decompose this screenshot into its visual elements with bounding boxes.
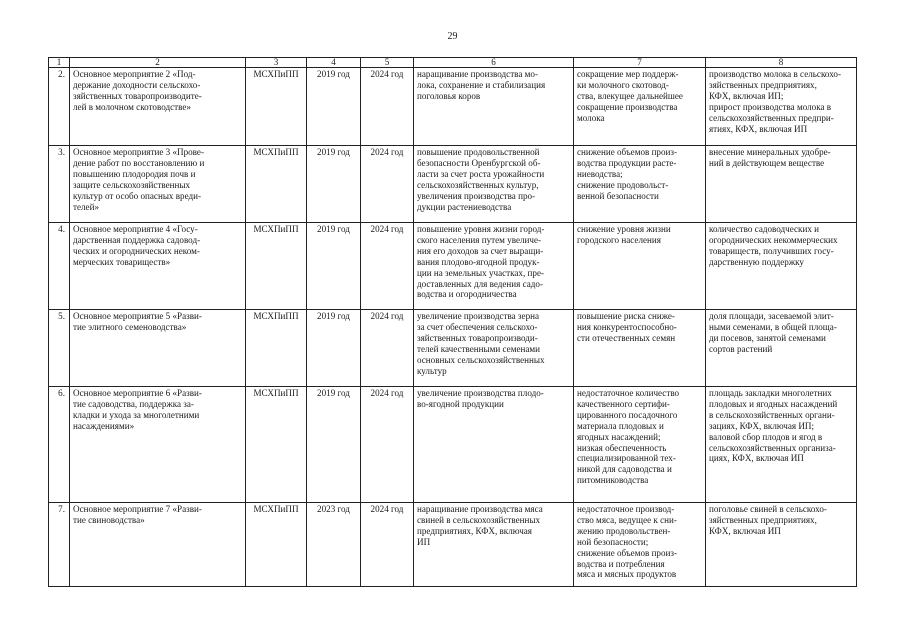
- cell-text-line: низкая обеспеченность: [577, 442, 667, 453]
- cell-text-line: защите сельскохозяйственных: [73, 179, 191, 190]
- cell-text-line: ки молочного скотовод-: [577, 79, 669, 90]
- cell-text-line: держание доходности сельскохо-: [73, 79, 201, 90]
- indicators-cell: [706, 387, 857, 503]
- cell-text-line: Основное мероприятие 7 «Разви-: [73, 504, 202, 514]
- executor-cell: МСХПиПП: [246, 146, 307, 223]
- consequences-cell: [574, 68, 706, 146]
- cell-text-line: зяйственных товаропроизводите-: [73, 90, 202, 101]
- cell-text-line: повышение продовольственной: [417, 147, 540, 157]
- measure-name-cell: [70, 146, 246, 223]
- cell-text-line: КФХ, включая ИП;: [709, 90, 784, 101]
- cell-text-line: Основное мероприятие 2 «Под-: [73, 69, 196, 79]
- cell-text-line: качественного сертифи-: [577, 398, 670, 409]
- cell-text-line: лока, сохранение и стабилизация: [417, 79, 546, 90]
- column-header: 8: [706, 58, 857, 68]
- cell-text-line: ди посевов, занятой семенами: [709, 332, 826, 343]
- executor-cell: МСХПиПП: [246, 310, 307, 387]
- cell-text-line: лей в молочном скотоводстве»: [73, 101, 191, 112]
- cell-text-line: увеличения производства про-: [417, 190, 536, 201]
- cell-text-line: Основное мероприятие 5 «Разви-: [73, 311, 202, 321]
- start-year-cell: 2019 год: [307, 146, 361, 223]
- cell-text-line: сельскохозяйственных культур,: [417, 179, 539, 190]
- cell-text-line: за счет обеспечения сельскохо-: [417, 321, 538, 332]
- start-year-cell: 2019 год: [307, 68, 361, 146]
- cell-text-line: городского населения: [577, 234, 661, 245]
- cell-text-line: количество садоводческих и: [709, 224, 820, 234]
- cell-text-line: дарственная поддержка садовод-: [73, 234, 201, 245]
- cell-text-line: зациях, КФХ, включая ИП;: [709, 420, 815, 431]
- cell-text-line: культур: [417, 365, 447, 376]
- cell-text-line: культур от особо опасных вреди-: [73, 190, 202, 201]
- cell-text-line: зяйственных товаропроизводи-: [417, 332, 538, 343]
- cell-text-line: дение работ по восстановлению и: [73, 157, 205, 168]
- consequences-cell: [574, 146, 706, 223]
- cell-text-line: цированного посадочного: [577, 409, 678, 420]
- cell-text-line: телей»: [73, 201, 99, 212]
- cell-text-line: доля площади, засеваемой элит-: [709, 311, 834, 321]
- cell-text-line: недостаточное количество: [577, 388, 680, 398]
- start-year-cell: 2019 год: [307, 310, 361, 387]
- cell-text-line: мяса и мясных продуктов: [577, 569, 677, 580]
- column-header: 6: [414, 58, 574, 68]
- row-number-cell: 3.: [49, 146, 70, 223]
- measure-name-cell: [70, 68, 246, 146]
- cell-text-line: безопасности Оренбургской об-: [417, 157, 541, 168]
- cell-text-line: зяйственных предприятиях,: [709, 79, 817, 90]
- cell-text-line: предприятиях, КФХ, включая: [417, 525, 532, 536]
- cell-text-line: дарственную поддержку: [709, 256, 804, 267]
- end-year-cell: 2024 год: [361, 223, 414, 310]
- cell-text-line: ИП: [417, 536, 431, 547]
- end-year-cell: 2024 год: [361, 503, 414, 587]
- cell-text-line: насаждениями»: [73, 420, 135, 431]
- cell-text-line: прирост производства молока в: [709, 101, 832, 112]
- cell-text-line: плодовых и ягодных насаждений: [709, 398, 838, 409]
- cell-text-line: молока: [577, 112, 605, 123]
- row-number-cell: 4.: [49, 223, 70, 310]
- cell-text-line: доставленных для ведения садо-: [417, 278, 543, 289]
- end-year-cell: 2024 год: [361, 387, 414, 503]
- cell-text-line: поголовье свиней в сельскохо-: [709, 504, 827, 514]
- cell-text-line: сокращение мер поддерж-: [577, 69, 679, 79]
- indicators-cell: [706, 503, 857, 587]
- measure-name-cell: [70, 387, 246, 503]
- cell-text-line: водства и потребления: [577, 558, 665, 569]
- cell-text-line: огороднических некоммерческих: [709, 234, 838, 245]
- executor-cell: МСХПиПП: [246, 503, 307, 587]
- expected-result-cell: [414, 387, 574, 503]
- end-year-cell: 2024 год: [361, 310, 414, 387]
- expected-result-cell: [414, 223, 574, 310]
- column-header: 1: [49, 58, 70, 68]
- measures-table: [48, 57, 857, 587]
- cell-text-line: увеличение производства плодо-: [417, 388, 544, 398]
- cell-text-line: ягодных насаждений;: [577, 431, 661, 442]
- cell-text-line: ческих и огороднических неком-: [73, 245, 200, 256]
- cell-text-line: поголовья коров: [417, 90, 481, 101]
- cell-text-line: никой для садоводства и: [577, 464, 672, 475]
- cell-text-line: Основное мероприятие 6 «Разви-: [73, 388, 202, 398]
- cell-text-line: ными семенами, в общей площа-: [709, 321, 837, 332]
- cell-text-line: специализированной тех-: [577, 453, 676, 464]
- start-year-cell: 2023 год: [307, 503, 361, 587]
- table-row: [49, 68, 857, 146]
- row-number-cell: 7.: [49, 503, 70, 587]
- cell-text-line: товариществ, получивших госу-: [709, 245, 834, 256]
- end-year-cell: 2024 год: [361, 146, 414, 223]
- cell-text-line: ной безопасности;: [577, 536, 649, 547]
- cell-text-line: циях, КФХ, включая ИП: [709, 453, 804, 464]
- row-number-cell: 2.: [49, 68, 70, 146]
- cell-text-line: Основное мероприятие 3 «Прове-: [73, 147, 204, 157]
- start-year-cell: 2019 год: [307, 223, 361, 310]
- start-year-cell: 2019 год: [307, 387, 361, 503]
- cell-text-line: питомниководства: [577, 475, 649, 486]
- cell-text-line: увеличение производства зерна: [417, 311, 540, 321]
- table-row: [49, 223, 857, 310]
- cell-text-line: сокращение производства: [577, 101, 678, 112]
- cell-text-line: снижение объемов произ-: [577, 147, 678, 157]
- cell-text-line: тие свиноводства»: [73, 514, 145, 525]
- expected-result-cell: [414, 68, 574, 146]
- executor-cell: МСХПиПП: [246, 68, 307, 146]
- cell-text-line: водства и огородничества: [417, 289, 517, 300]
- measure-name-cell: [70, 223, 246, 310]
- cell-text-line: снижение объемов произ-: [577, 547, 678, 558]
- table-row: [49, 503, 857, 587]
- cell-text-line: сортов растений: [709, 343, 773, 354]
- cell-text-line: жению продовольствен-: [577, 525, 671, 536]
- measure-name-cell: [70, 503, 246, 587]
- cell-text-line: сельскохозяйственных предпри-: [709, 112, 834, 123]
- cell-text-line: повышение риска сниже-: [577, 311, 675, 321]
- cell-text-line: наращивание производства мяса: [417, 504, 543, 514]
- cell-text-line: дукции растениеводства: [417, 201, 512, 212]
- cell-text-line: ния конкурентоспособно-: [577, 321, 677, 332]
- end-year-cell: 2024 год: [361, 68, 414, 146]
- cell-text-line: производство молока в сельскохо-: [709, 69, 842, 79]
- cell-text-line: площадь закладки многолетних: [709, 388, 832, 398]
- row-number-cell: 5.: [49, 310, 70, 387]
- column-header: 4: [307, 58, 361, 68]
- expected-result-cell: [414, 503, 574, 587]
- indicators-cell: [706, 146, 857, 223]
- indicators-cell: [706, 223, 857, 310]
- cell-text-line: во-ягодной продукции: [417, 398, 504, 409]
- cell-text-line: водства продукции расте-: [577, 157, 677, 168]
- consequences-cell: [574, 223, 706, 310]
- cell-text-line: наращивание производства мо-: [417, 69, 538, 79]
- cell-text-line: ний в действующем веществе: [709, 157, 825, 168]
- table-row: [49, 387, 857, 503]
- cell-text-line: тие садоводства, поддержка за-: [73, 398, 194, 409]
- column-number-row: [49, 58, 857, 68]
- cell-text-line: в сельскохозяйственных органи-: [709, 409, 835, 420]
- cell-text-line: снижение уровня жизни: [577, 224, 671, 234]
- cell-text-line: ского населения путем увеличе-: [417, 234, 542, 245]
- cell-text-line: тие элитного семеноводства»: [73, 321, 187, 332]
- cell-text-line: ниеводства;: [577, 168, 623, 179]
- cell-text-line: зяйственных предприятиях,: [709, 514, 817, 525]
- cell-text-line: материала плодовых и: [577, 420, 664, 431]
- cell-text-line: ства, влекущее дальнейшее: [577, 90, 683, 101]
- cell-text-line: повышение уровня жизни город-: [417, 224, 545, 234]
- cell-text-line: внесение минеральных удобре-: [709, 147, 831, 157]
- cell-text-line: телей качественными семенами: [417, 343, 541, 354]
- table-row: [49, 310, 857, 387]
- cell-text-line: валовой сбор плодов и ягод в: [709, 431, 823, 442]
- column-header: 7: [574, 58, 706, 68]
- expected-result-cell: [414, 310, 574, 387]
- indicators-cell: [706, 310, 857, 387]
- cell-text-line: снижение продовольст-: [577, 179, 669, 190]
- cell-text-line: ния его доходов за счет выращи-: [417, 245, 544, 256]
- consequences-cell: [574, 503, 706, 587]
- expected-result-cell: [414, 146, 574, 223]
- executor-cell: МСХПиПП: [246, 223, 307, 310]
- cell-text-line: основных сельскохозяйственных: [417, 354, 545, 365]
- cell-text-line: Основное мероприятие 4 «Госу-: [73, 224, 198, 234]
- cell-text-line: венной безопасности: [577, 190, 659, 201]
- cell-text-line: ции на земельных участках, пре-: [417, 267, 545, 278]
- cell-text-line: недостаточное производ-: [577, 504, 675, 514]
- consequences-cell: [574, 310, 706, 387]
- consequences-cell: [574, 387, 706, 503]
- measure-name-cell: [70, 310, 246, 387]
- column-header: 2: [70, 58, 246, 68]
- indicators-cell: [706, 68, 857, 146]
- cell-text-line: кладки и ухода за многолетними: [73, 409, 200, 420]
- executor-cell: МСХПиПП: [246, 387, 307, 503]
- cell-text-line: ство мяса, ведущее к сни-: [577, 514, 677, 525]
- cell-text-line: вания плодово-ягодной продук-: [417, 256, 540, 267]
- cell-text-line: повышению плодородия почв и: [73, 168, 196, 179]
- cell-text-line: свиней в сельскохозяйственных: [417, 514, 541, 525]
- column-header: 3: [246, 58, 307, 68]
- cell-text-line: КФХ, включая ИП: [709, 525, 781, 536]
- cell-text-line: сти отечественных семян: [577, 332, 676, 343]
- cell-text-line: сельскохозяйственных организа-: [709, 442, 836, 453]
- row-number-cell: 6.: [49, 387, 70, 503]
- page-number: 29: [447, 31, 458, 42]
- cell-text-line: ятиях, КФХ, включая ИП: [709, 123, 808, 134]
- column-header: 5: [361, 58, 414, 68]
- cell-text-line: ласти за счет роста урожайности: [417, 168, 545, 179]
- table-row: [49, 146, 857, 223]
- cell-text-line: мерческих товариществ»: [73, 256, 171, 267]
